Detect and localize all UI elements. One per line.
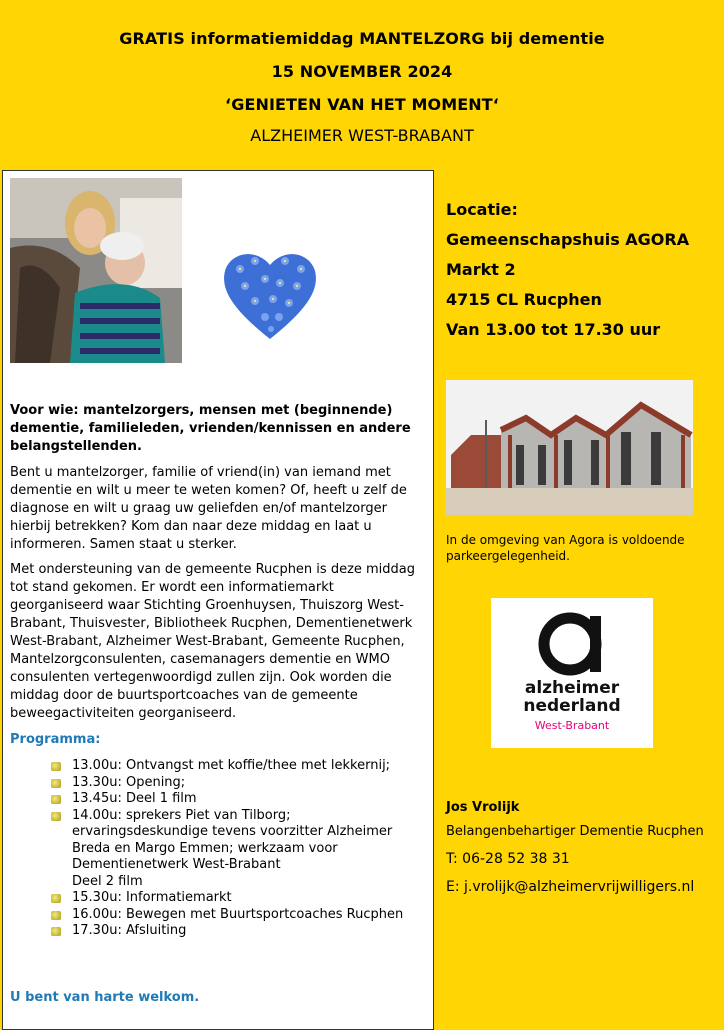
programma-item-text: 13.30u: Opening; [72,774,186,790]
paragraph-line: beweegactiviteiten georganiseerd. [10,706,237,721]
logo-word-1: alzheimer [524,678,620,698]
programma-item-text: Dementienetwerk West-Brabant [72,857,281,872]
paragraph-line: hierbij betrekken? Kom dan naar deze middag en laat u [10,519,372,534]
paragraph-line: tot stand gekomen. Er wordt een informatiemarkt [10,580,334,595]
programma-item [49,890,429,907]
contact-phone: T: 06-28 52 38 31 [446,851,570,867]
agora-building-photo [446,380,693,515]
bullet-icon [51,812,61,821]
programma-item-text: 13.00u: Ontvangst met koffie/thee met lekkernij; [72,758,391,773]
header [0,0,724,170]
logo-region: West-Brabant [534,719,610,732]
audience-line: belangstellenden. [10,439,142,454]
bullet-icon [51,927,61,936]
paragraph-line: Met ondersteuning van de gemeente Rucphen is deze middag [10,562,416,577]
paragraph-line: consulenten vertegenwoordigd zullen zijn. Ook worden die [10,670,392,685]
programma-item-text: 15.30u: Informatiemarkt [72,890,232,905]
programma-item-text: 14.00u: sprekers Piet van Tilborg; [72,807,291,823]
audience-text [10,402,428,456]
contact-name: Jos Vrolijk [446,800,520,815]
header-organizer: ALZHEIMER WEST-BRABANT [250,126,474,145]
parking-line: parkeergelegenheid. [446,549,570,563]
location-label: Locatie: [446,200,518,219]
location-street: Markt 2 [446,260,516,279]
programma-item [49,923,429,940]
contact-role: Belangenbehartiger Dementie Rucphen [446,824,704,839]
paragraph-line: Brabant, Thuisvester, Bibliotheek Rucphen, Dementienetwerk [10,616,413,631]
paragraph-line: diagnose en wilt u graag uw geliefden en/of mantelzorger [10,501,387,516]
programma-item [49,791,429,808]
header-theme: ‘GENIETEN VAN HET MOMENT‘ [225,95,499,114]
right-column [436,170,724,1030]
bullet-icon [51,795,61,804]
photo-caregivers [10,178,182,363]
intro-paragraph [10,464,428,554]
paragraph-line: Bent u mantelzorger, familie of vriend(in) van iemand met [10,465,391,480]
programma-item [49,907,429,924]
programma-item-text: 13.45u: Deel 1 film [72,791,197,806]
programma-item-text: ervaringsdeskundige tevens voorzitter Alzheimer [72,824,393,839]
audience-line: dementie, familieleden, vrienden/kennissen en andere [10,421,411,436]
programma-item-text: Breda en Margo Emmen; werkzaam voor [72,840,338,856]
header-title: GRATIS informatiemiddag MANTELZORG bij dementie [119,29,605,48]
bullet-icon [51,779,61,788]
programma-item-text: Deel 2 film [72,873,143,889]
alzheimer-nederland-logo [491,598,653,748]
programma-item [49,758,429,775]
logo-graphic [491,598,653,748]
bullet-icon [51,762,61,771]
logo-word-2: nederland [523,696,621,716]
programma-list [49,758,429,940]
paragraph-line: Mantelzorgconsulenten, casemanagers dementie en WMO [10,652,390,667]
programma-item [49,775,429,792]
programma-item-text: 17.30u: Afsluiting [72,923,187,938]
programma-item-text: 16.00u: Bewegen met Buurtsportcoaches Rucphen [72,906,404,922]
paragraph-line: georganiseerd waar Stichting Groenhuysen, Thuiszorg West- [10,598,404,613]
contact-email: E: j.vrolijk@alzheimervrijwilligers.nl [446,879,695,895]
location-venue: Gemeenschapshuis AGORA [446,230,690,249]
location-city: 4715 CL Rucphen [446,290,602,309]
bullet-icon [51,911,61,920]
parking-text [446,532,716,564]
audience-line: Voor wie: mantelzorgers, mensen met (beginnende) [10,403,393,418]
bullet-icon [51,894,61,903]
paragraph-line: dementie en wilt u meer te weten komen? Of, heeft u zelf de [10,483,407,498]
header-date: 15 NOVEMBER 2024 [271,62,453,81]
support-paragraph [10,561,428,723]
parking-line: In de omgeving van Agora is voldoende [446,533,685,547]
paragraph-line: West-Brabant, Alzheimer West-Brabant, Gemeente Rucphen, [10,634,405,649]
welcome-text: U bent van harte welkom. [10,990,200,1005]
programma-title: Programma: [10,732,101,747]
location-time: Van 13.00 tot 17.30 uur [446,320,661,339]
left-column [2,170,434,1030]
paragraph-line: informeren. Samen staat u sterker. [10,537,237,552]
paragraph-line: middag door de buurtsportcoaches van de gemeente [10,688,358,703]
forget-me-not-heart [215,241,325,351]
programma-item [49,808,429,891]
